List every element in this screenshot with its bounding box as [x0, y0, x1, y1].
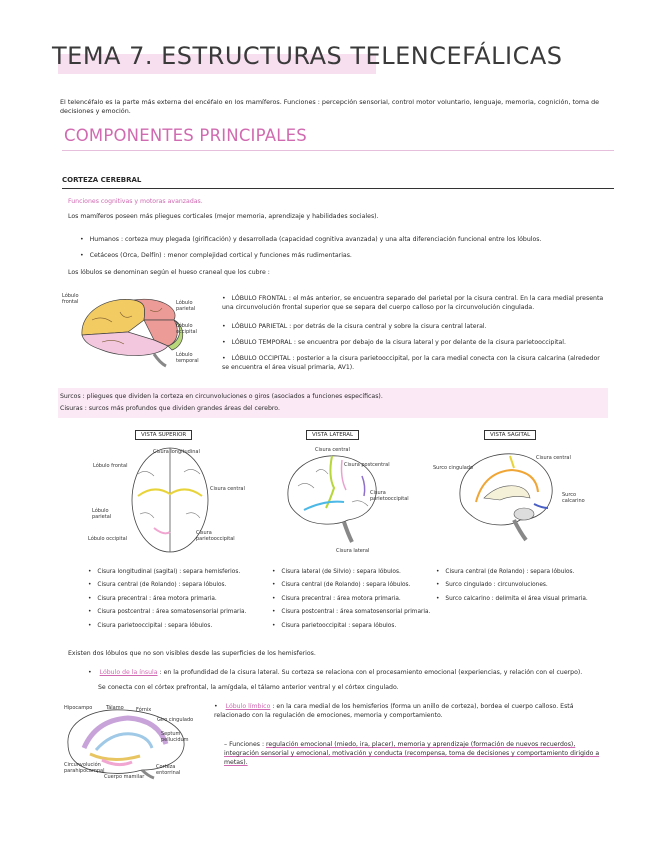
limbico-funciones: – Funciones : regulación emocional (miedo, ira, placer), memoria y aprendizaje (formación de nuevos recuerdos), integración sensorial y emocional, motivación y conducta (recompensa, toma de decisiones y comportamiento dirigido a metas). [224, 741, 600, 766]
sagital-item: • Surco cingulado : circunvoluciones. [436, 579, 612, 592]
limbic-label-hipocampo: Hipocampo [64, 705, 93, 711]
insula-text-2: Se conecta con el córtex prefrontal, la amígdala, el tálamo anterior ventral y el córtex cingulado. [98, 684, 399, 691]
corteza-subheading: Funciones cognitivas y motoras avanzadas. [68, 198, 203, 205]
superior-list [88, 566, 268, 633]
insula-item [88, 668, 608, 677]
lateral-item: • Cisura precentral : área motora primaria. [272, 593, 437, 606]
corteza-divider [62, 188, 614, 189]
superior-item: • Cisura postcentral : área somatosensorial primaria. [88, 606, 268, 619]
lat-label-postcentral: Cisura postcentral [344, 462, 390, 468]
cetaceos-item: • Cetáceos (Orca, Delfín) : menor complejidad cortical y funciones más rudimentarias. [80, 251, 605, 260]
lobulo-temporal-item: • LÓBULO TEMPORAL : se encuentra por debajo de la cisura lateral y por delante de la cisura parietooccipital. [222, 338, 607, 347]
lobulo-frontal-item: • LÓBULO FRONTAL : el más anterior, se encuentra separado del parietal por la cisura central. En la cara medial presenta una circunvolución frontal superior que se separa del cuerpo calloso por la circunvolución cingulada. [222, 294, 607, 312]
limbico-name: Lóbulo límbico [225, 703, 271, 710]
lateral-item: • Cisura parietooccipital : separa lóbulos. [272, 620, 437, 633]
sagital-item: • Cisura central (de Rolando) : separa lóbulos. [436, 566, 612, 579]
view-lateral-title: VISTA LATERAL [306, 430, 359, 440]
lobulos-intro: Los lóbulos se denominan según el hueso craneal que los cubre : [68, 269, 270, 276]
limbic-label-mamilar: Cuerpo mamilar [104, 774, 145, 780]
corteza-heading: CORTEZA CEREBRAL [62, 176, 142, 184]
no-visibles-text: Existen dos lóbulos que no son visibles desde las superficies de los hemisferios. [68, 650, 316, 657]
superior-item: • Cisura longitudinal (sagital) : separa hemisferios. [88, 566, 268, 579]
lobulo-occipital-item: • LÓBULO OCCIPITAL : posterior a la cisura parietooccipital, por la cara medial conecta con la cisura calcarina (alrededor se encuentra el área visual primaria, AV1). [222, 354, 607, 372]
cisuras-item: Cisuras : surcos más profundos que dividen grandes áreas del cerebro. [60, 405, 280, 412]
lat-label-central: Cisura central [315, 447, 350, 453]
limbic-label-cingulado: Giro cingulado [157, 717, 194, 723]
sag-label-calcarino: Surco calcarino [562, 492, 585, 504]
view-sagital-title: VISTA SAGITAL [484, 430, 536, 440]
lat-label-parietooccipital: Cisura parietooccipital [370, 490, 409, 502]
limbic-label-septum: Septum pellucidum [161, 731, 189, 743]
limbico-item [214, 702, 609, 720]
sag-label-cingulado: Surco cingulado [433, 465, 474, 471]
brain1-label-temporal: Lóbulo temporal [176, 352, 199, 364]
mamiferos-text: Los mamíferos poseen más pliegues corticales (mejor memoria, aprendizaje y habilidades sociales). [68, 213, 379, 220]
superior-item: • Cisura central (de Rolando) : separa lóbulos. [88, 579, 268, 592]
surcos-item: Surcos : pliegues que dividen la corteza en circunvoluciones o giros (asociados a funciones específicas). [60, 393, 383, 400]
limbic-label-entorrinal: Corteza entorrinal [156, 764, 181, 776]
sagital-item: • Surco calcarino : delimita el área visual primaria. [436, 593, 612, 606]
limbic-label-fornix: Fórnix [136, 707, 152, 713]
sup-label-central: Cisura central [210, 486, 245, 492]
lateral-list [272, 566, 437, 633]
brain-lateral-diagram [282, 446, 382, 546]
funciones-label: Funciones : [229, 741, 265, 748]
section-divider [62, 150, 614, 151]
view-superior-title: VISTA SUPERIOR [135, 430, 192, 440]
humanos-item: • Humanos : corteza muy plegada (girificación) y desarrollada (capacidad cognitiva avanzada) y una alta diferenciación funcional entre los lóbulos. [80, 235, 605, 244]
lat-label-lateral: Cisura lateral [336, 548, 370, 554]
sup-label-occipital: Lóbulo occipital [88, 536, 128, 542]
superior-item: • Cisura parietooccipital : separa lóbulos. [88, 620, 268, 633]
funciones-text: regulación emocional (miedo, ira, placer), memoria y aprendizaje (formación de nuevos recuerdos), integración sensorial y emocional, motivación y conducta (recompensa, toma de decisiones y comportamiento dirigido a metas). [224, 741, 600, 766]
brain1-label-occipital: Lóbulo occipital [176, 323, 197, 335]
superior-item: • Cisura precentral : área motora primaria. [88, 593, 268, 606]
sup-label-frontal: Lóbulo frontal [93, 463, 128, 469]
brain1-label-parietal: Lóbulo parietal [176, 300, 196, 312]
lobulo-parietal-item: • LÓBULO PARIETAL : por detrás de la cisura central y sobre la cisura central lateral. [222, 322, 607, 331]
insula-text: : en la profundidad de la cisura lateral. Su corteza se relaciona con el procesamiento emocional (experiencias, y relación con el cuerpo). [159, 669, 583, 676]
lateral-item: • Cisura central (de Rolando) : separa lóbulos. [272, 579, 437, 592]
sup-label-parietooccipital: Cisura parietooccipital [196, 530, 235, 542]
sagital-list [436, 566, 612, 606]
brain1-label-frontal: Lóbulo frontal [62, 293, 79, 305]
limbic-label-parahipocampal: Circunvolución parahipocampal [64, 762, 105, 774]
page-title: TEMA 7. ESTRUCTURAS TELENCEFÁLICAS [52, 42, 563, 70]
limbico-text: : en la cara medial de los hemisferios (forma un anillo de corteza), bordea el cuerpo calloso. Está relacionado con la regulación de emociones, memoria y comportamiento. [214, 703, 574, 719]
brain-sagital-diagram [454, 446, 558, 546]
lateral-item: • Cisura lateral (de Silvio) : separa lóbulos. [272, 566, 437, 579]
section-title: COMPONENTES PRINCIPALES [64, 126, 307, 145]
lateral-item: • Cisura postcentral : área somatosensorial primaria. [272, 606, 437, 619]
insula-name: Lóbulo de la ínsula [99, 669, 158, 676]
sup-label-longitudinal: Cisura longitudinal [153, 449, 200, 455]
sup-label-parietal: Lóbulo parietal [92, 508, 112, 520]
intro-paragraph: El telencéfalo es la parte más externa del encéfalo en los mamíferos. Funciones : percepción sensorial, control motor voluntario, lenguaje, memoria, cognición, toma de decisiones y emoción. [60, 98, 600, 115]
limbic-label-talamo: Tálamo [106, 705, 124, 711]
sag-label-central: Cisura central [536, 455, 571, 461]
